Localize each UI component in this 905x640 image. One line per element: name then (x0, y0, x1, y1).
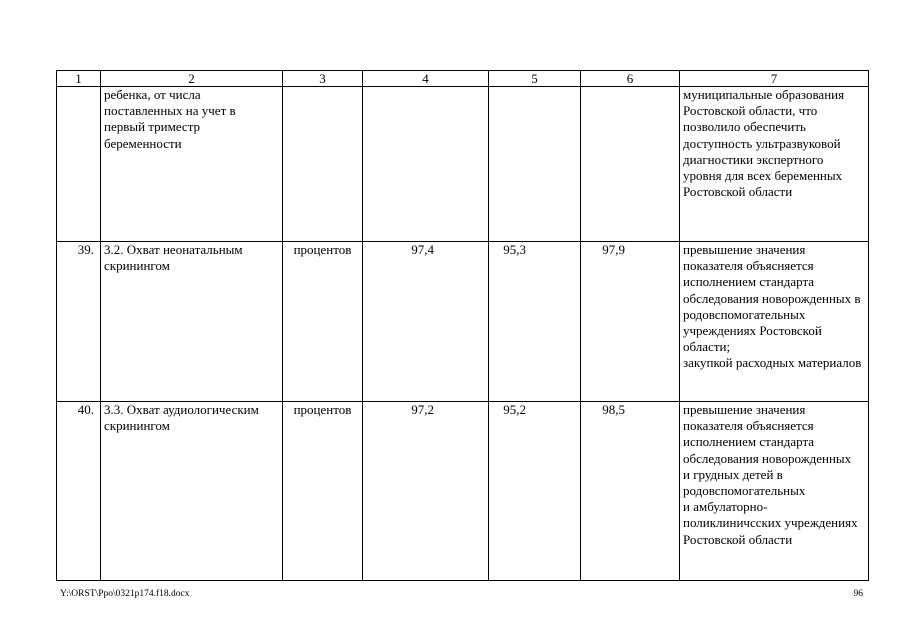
header-cell: 7 (680, 71, 869, 87)
note-cell: превышение значения показателя объясняется исполнением стандарта обследования новорожденных в родовспомогательных учреждениях Ростовской области; закупкой расходных материалов (680, 242, 869, 402)
row-number: 39. (57, 242, 101, 402)
indicator-name: ребенка, от числа поставленных на учет в первый триместр беременности (101, 87, 283, 242)
note-cell: превышение значения показателя объясняется исполнением стандарта обследования новорожденных и грудных детей в родовспомогательных и амбулаторно-поликлиничсских учреждениях Ростовской области (680, 402, 869, 581)
value-cell: 97,2 (363, 402, 489, 581)
report-table (56, 70, 869, 581)
table-header-row (57, 71, 869, 87)
header-cell: 3 (283, 71, 363, 87)
value-cell: 95,3 (489, 242, 581, 402)
indicator-name: 3.2. Охват неонатальным скринингом (101, 242, 283, 402)
unit-cell: процентов (283, 402, 363, 581)
page-number: 96 (853, 589, 863, 599)
header-cell: 4 (363, 71, 489, 87)
value-cell (581, 87, 680, 242)
row-number: 40. (57, 402, 101, 581)
unit-cell: процентов (283, 242, 363, 402)
value-cell (489, 87, 581, 242)
value-cell: 95,2 (489, 402, 581, 581)
table-row (57, 242, 869, 402)
header-cell: 2 (101, 71, 283, 87)
table-row (57, 402, 869, 581)
value-cell: 98,5 (581, 402, 680, 581)
header-cell: 1 (57, 71, 101, 87)
value-cell: 97,4 (363, 242, 489, 402)
unit-cell (283, 87, 363, 242)
header-cell: 6 (581, 71, 680, 87)
footer-file-path: Y:\ORST\Ppo\0321p174.f18.docx (60, 589, 190, 599)
note-cell: муниципальные образования Ростовской области, что позволило обеспечить доступность ультразвуковой диагностики экспертного уровня для всех беременных Ростовской области (680, 87, 869, 242)
row-number (57, 87, 101, 242)
value-cell: 97,9 (581, 242, 680, 402)
value-cell (363, 87, 489, 242)
header-cell: 5 (489, 71, 581, 87)
indicator-name: 3.3. Охват аудиологическим скринингом (101, 402, 283, 581)
table-row (57, 87, 869, 242)
